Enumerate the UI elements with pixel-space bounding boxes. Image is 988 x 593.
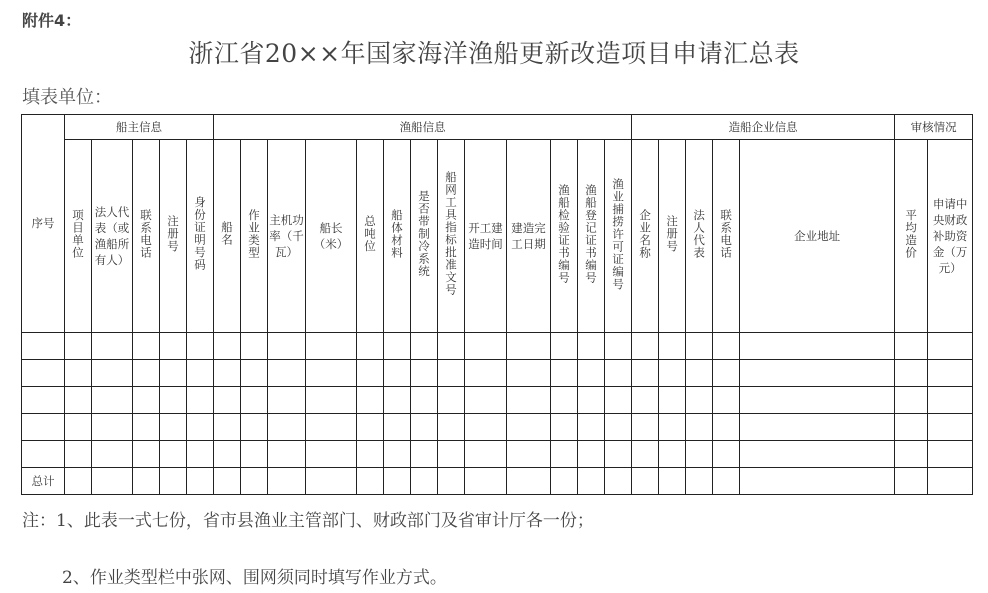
group-audit-info: 审核情况 [895, 115, 973, 140]
col-company-address: 企业地址 [740, 140, 895, 333]
col-subsidy: 申请中央财政补助资金（万元） [928, 140, 973, 333]
col-quota-approval: 船网工具指标批准文号 [438, 140, 465, 333]
total-row [22, 467, 973, 494]
col-engine-power: 主机功率（千瓦） [268, 140, 306, 333]
note-2: 2、作业类型栏中张网、围网须同时填写作业方式。 [62, 568, 447, 588]
col-company-name: 企业名称 [632, 140, 659, 333]
col-work-type: 作业类型 [241, 140, 268, 333]
total-label: 总计 [22, 467, 65, 494]
group-owner-info: 船主信息 [65, 115, 214, 140]
col-start-time: 开工建造时间 [465, 140, 507, 333]
col-avg-cost: 平均造价 [895, 140, 928, 333]
col-seq: 序号 [22, 115, 65, 333]
attachment-label: 附件4： [22, 11, 82, 30]
col-company-phone: 联系电话 [713, 140, 740, 333]
col-inspection-cert: 渔船检验证书编号 [551, 140, 578, 333]
col-company-reg-no: 注册号 [659, 140, 686, 333]
table-row [22, 413, 973, 440]
col-phone: 联系电话 [133, 140, 160, 333]
table-row [22, 359, 973, 386]
group-vessel-info: 渔船信息 [214, 115, 632, 140]
col-registration-cert: 渔船登记证书编号 [578, 140, 605, 333]
fill-unit-label: 填表单位： [22, 87, 112, 108]
col-complete-date: 建造完工日期 [507, 140, 551, 333]
summary-table [21, 114, 973, 495]
col-reg-no: 注册号 [160, 140, 187, 333]
group-header-row [22, 115, 973, 140]
col-legal-rep: 法人代表（或渔船所有人） [92, 140, 133, 333]
col-project-unit: 项目单位 [65, 140, 92, 333]
table-row [22, 440, 973, 467]
table-row [22, 332, 973, 359]
col-ship-length: 船长（米） [306, 140, 357, 333]
col-refrigeration: 是否带制冷系统 [411, 140, 438, 333]
col-fishing-license: 渔业捕捞许可证编号 [605, 140, 632, 333]
note-1: 注：1、此表一式七份，省市县渔业主管部门、财政部门及省审计厅各一份； [22, 511, 594, 531]
column-header-row [22, 140, 973, 333]
page-title: 浙江省20××年国家海洋渔船更新改造项目申请汇总表 [188, 39, 800, 68]
table-row [22, 386, 973, 413]
col-ship-name: 船名 [214, 140, 241, 333]
group-shipyard-info: 造船企业信息 [632, 115, 895, 140]
col-hull-material: 船体材料 [384, 140, 411, 333]
col-id-no: 身份证明号码 [187, 140, 214, 333]
col-tonnage: 总吨位 [357, 140, 384, 333]
col-company-legal-rep: 法人代表 [686, 140, 713, 333]
